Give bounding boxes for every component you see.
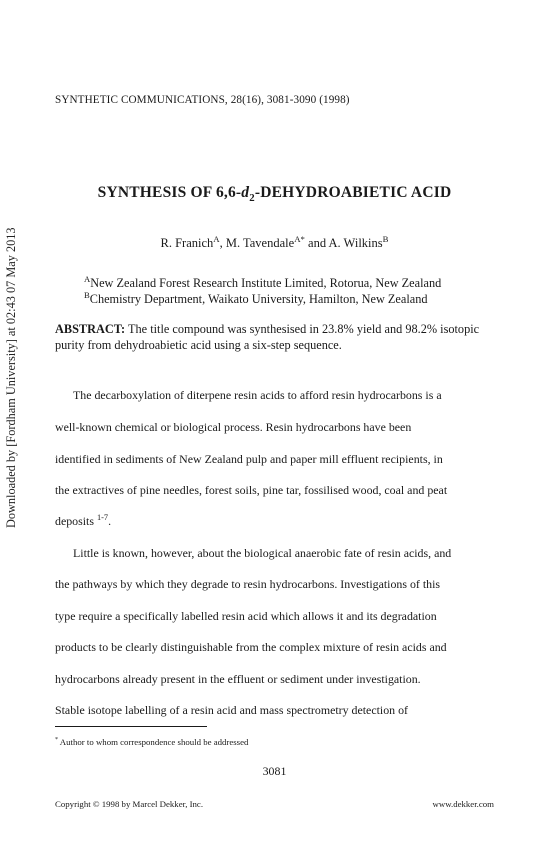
affiliation-b: $^B$Chemistry Department, Waikato University, Hamilton, New Zealand (84, 289, 428, 306)
download-watermark: Downloaded by [Fordham University] at 02:43 07 May 2013 (4, 227, 18, 528)
author-list: R. Franich$^A$, M. Tavendale$^{A*}$ and A. Wilkins$^B$ (160, 233, 389, 250)
body-line: the pathways by which they degrade to resin hydrocarbons. Investigations of this (55, 577, 441, 591)
author-1: R. Franich (160, 236, 214, 250)
body-line: type require a specifically labelled resin acid which allows it and its degradation (55, 609, 437, 623)
body-line: the extractives of pine needles, forest soils, pine tar, fossilised wood, coal and peat (55, 483, 448, 497)
body-line: deposits $^{1-7}$. (55, 513, 112, 528)
journal-header: SYNTHETIC COMMUNICATIONS, 28(16), 3081-3090 (1998) (55, 94, 350, 106)
body-line: products to be clearly distinguishable from the complex mixture of resin acids and (55, 640, 447, 654)
affiliation-a: $^A$New Zealand Forest Research Institute Limited, Rotorua, New Zealand (84, 273, 442, 290)
footnote: * Author to whom correspondence should be addressed (55, 737, 249, 747)
publisher-website: www.dekker.com (432, 799, 494, 809)
body-line: identified in sediments of New Zealand pulp and paper mill effluent recipients, in (55, 452, 443, 466)
citation-ref: 1-7 (96, 513, 109, 523)
author-3: A. Wilkins (328, 236, 383, 250)
abstract (55, 321, 495, 353)
body-line: The decarboxylation of diterpene resin acids to afford resin hydrocarbons is a (73, 388, 442, 402)
article-title: SYNTHESIS OF $6,6-d_2$-DEHYDROABIETIC ACID (97, 184, 452, 205)
copyright-notice: Copyright © 1998 by Marcel Dekker, Inc. (55, 799, 204, 809)
body-line: hydrocarbons already present in the effluent or sediment under investigation. (55, 672, 421, 686)
body-line: Little is known, however, about the biological anaerobic fate of resin acids, and (73, 546, 452, 560)
abstract-text: The title compound was synthesised in 23.8% yield and 98.2% isotopic purity from dehydroabietic acid using a six-step sequence. (55, 322, 480, 352)
abstract-label: ABSTRACT: (55, 322, 126, 336)
body-line: Stable isotope labelling of a resin acid and mass spectrometry detection of (55, 703, 408, 717)
page-number: 3081 (262, 764, 287, 778)
footnote-divider (55, 726, 207, 727)
body-line: well-known chemical or biological process. Resin hydrocarbons have been (55, 420, 412, 434)
author-2: M. Tavendale (225, 236, 295, 250)
